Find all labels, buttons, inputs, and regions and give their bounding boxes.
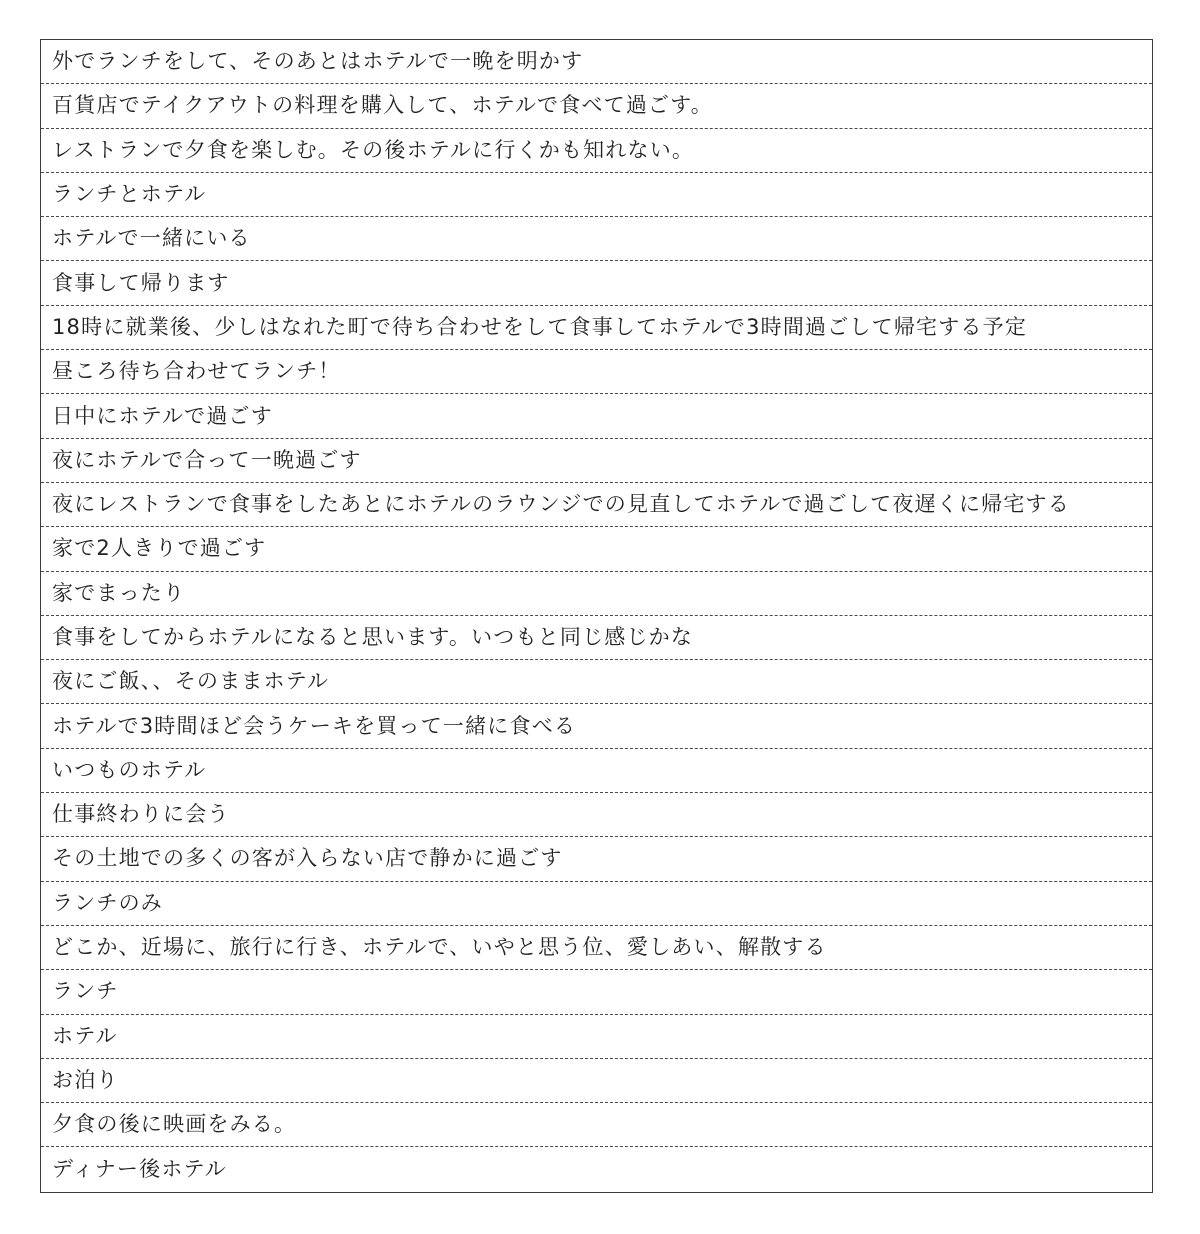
table-row — [41, 616, 1152, 660]
response-text: ホテルで3時間ほど会うケーキを買って一緒に食べる — [52, 713, 577, 738]
responses-table — [40, 39, 1153, 1193]
table-row — [41, 749, 1152, 793]
response-text: ディナー後ホテル — [52, 1157, 227, 1182]
table-row — [41, 483, 1152, 527]
table-row — [41, 882, 1152, 926]
response-text: お泊り — [52, 1067, 119, 1092]
response-text: いつものホテル — [52, 757, 207, 782]
response-text: 昼ころ待ち合わせてランチ！ — [52, 359, 341, 384]
table-row — [41, 350, 1152, 394]
response-text: 夜にご飯、、そのままホテル — [52, 669, 330, 694]
response-text: 夕食の後に映画をみる。 — [52, 1112, 297, 1137]
table-row — [41, 837, 1152, 881]
response-text: 仕事終わりに会う — [52, 802, 230, 827]
table-row — [41, 40, 1152, 84]
response-text: その土地での多くの客が入らない店で静かに過ごす — [52, 846, 563, 871]
table-row — [41, 1059, 1152, 1103]
response-text: 食事して帰ります — [52, 270, 230, 295]
table-row — [41, 1015, 1152, 1059]
table-row — [41, 217, 1152, 261]
response-text: どこか、近場に、旅行に行き、ホテルで、いやと思う位、愛しあい、解散する — [52, 935, 827, 960]
response-text: ホテル — [52, 1023, 118, 1048]
response-text: 18時に就業後、少しはなれた町で待ち合わせをして食事してホテルで3時間過ごして帰宅する予定 — [52, 314, 1028, 339]
response-text: ホテルで一緒にいる — [52, 226, 251, 251]
response-text: 食事をしてからホテルになると思います。いつもと同じ感じかな — [52, 625, 694, 649]
response-text: レストランで夕食を楽しむ。その後ホテルに行くかも知れない。 — [52, 137, 695, 162]
table-row — [41, 394, 1152, 438]
table-row — [41, 306, 1152, 350]
response-text: 家でまったり — [52, 580, 186, 605]
response-text: 外でランチをして、そのあとはホテルで一晩を明かす — [52, 49, 584, 74]
table-row — [41, 926, 1152, 970]
table-row — [41, 84, 1152, 128]
table-row — [41, 1103, 1152, 1147]
response-text: 夜にレストランで食事をしたあとにホテルのラウンジでの見直してホテルで過ごして夜遅くに帰宅する — [52, 492, 1070, 517]
table-row — [41, 572, 1152, 616]
response-text: 百貨店でテイクアウトの料理を購入して、ホテルで食べて過ごす。 — [52, 93, 713, 118]
response-text: 家で2人きりで過ごす — [52, 536, 267, 561]
response-text: 日中にホテルで過ごす — [52, 403, 273, 428]
response-text: 夜にホテルで合って一晩過ごす — [52, 447, 362, 472]
table-row — [41, 439, 1152, 483]
response-text: ランチ — [52, 979, 119, 1004]
response-text: ランチとホテル — [52, 182, 207, 207]
response-text: ランチのみ — [52, 890, 163, 915]
table-row — [41, 173, 1152, 217]
table-row — [41, 1147, 1152, 1191]
table-row — [41, 129, 1152, 173]
table-row — [41, 793, 1152, 837]
table-row — [41, 970, 1152, 1014]
table-row — [41, 527, 1152, 571]
table-row — [41, 261, 1152, 305]
table-row — [41, 704, 1152, 748]
table-row — [41, 660, 1152, 704]
